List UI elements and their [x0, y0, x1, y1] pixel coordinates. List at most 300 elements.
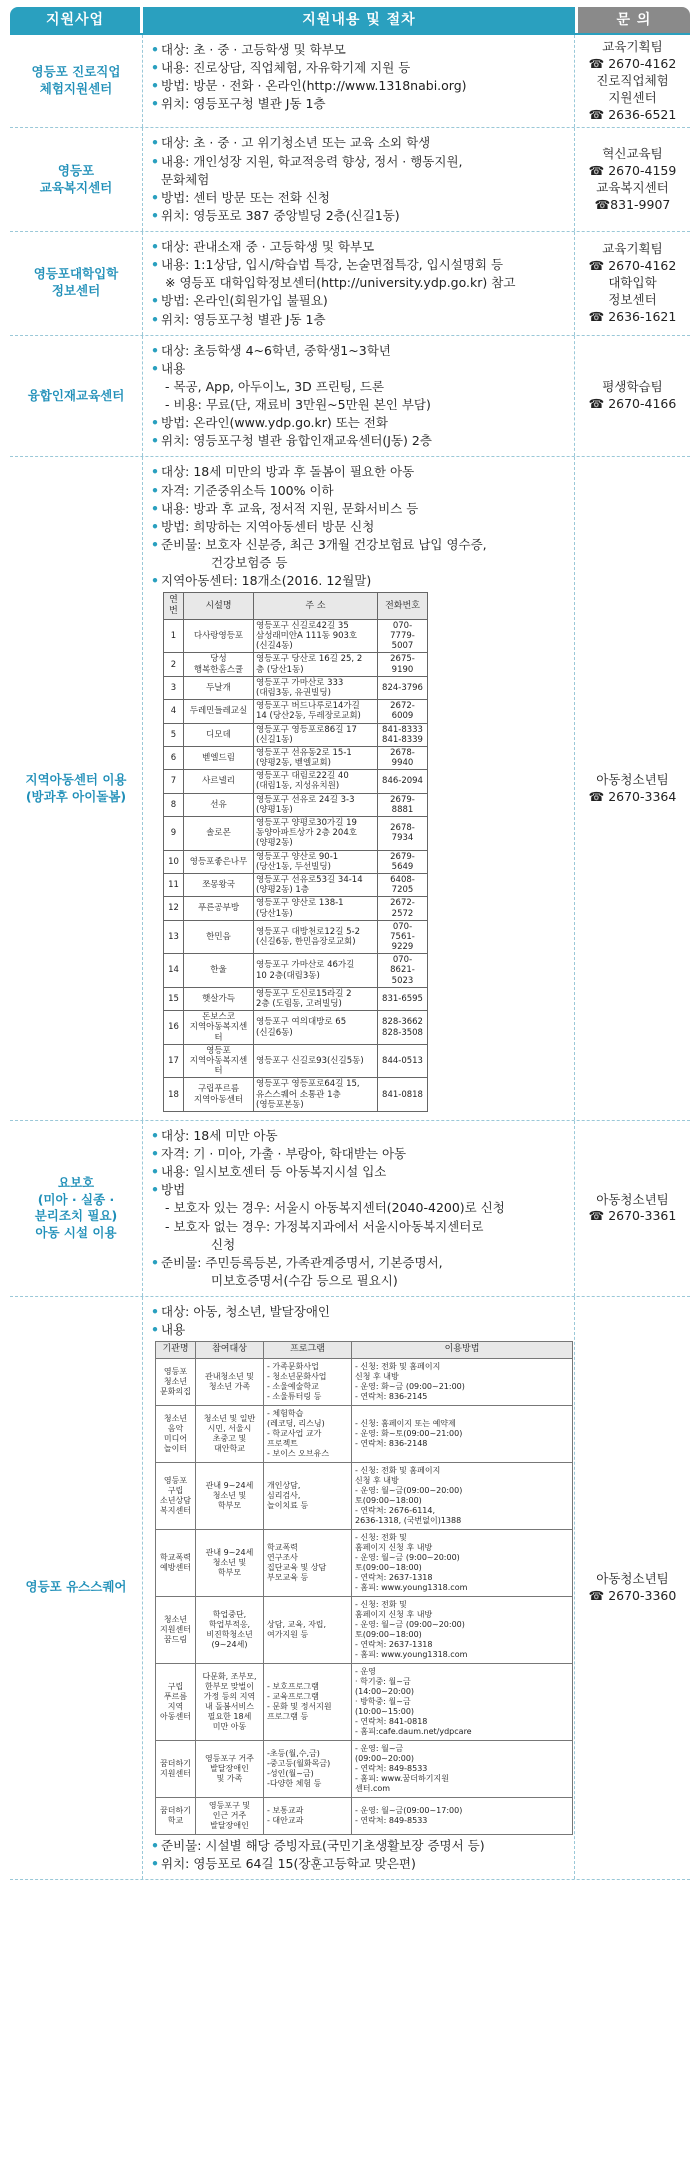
contact-team: 평생학습팀	[602, 379, 663, 395]
table-cell: 영등포구 여의대방로 65 (신길6동)	[254, 1011, 378, 1045]
table-row	[164, 770, 428, 793]
item-text: 준비물: 주민등록등본, 가족관계증명서, 기본증명서,	[161, 1254, 443, 1270]
table-cell: 841-0818	[378, 1078, 428, 1112]
contact-info	[575, 1121, 690, 1296]
list-item	[151, 1837, 568, 1855]
table-cell: 영등포구 영등포로64길 15, 유스스퀘어 소통관 1층 (영등포본동)	[254, 1078, 378, 1112]
table-row	[164, 793, 428, 816]
table-row	[164, 723, 428, 746]
table-cell: 영등포구 대방천로12길 5-2 (신길6동, 한민음장로교회)	[254, 920, 378, 954]
bullet-icon: •	[151, 1254, 159, 1270]
bullet-icon: •	[151, 464, 159, 480]
table-cell: 상담, 교육, 자립, 여가지원 등	[264, 1596, 352, 1663]
program-row	[10, 1121, 690, 1297]
table-cell: - 신청: 전화 및 홈페이지 신청 후 내방 - 운영: 화~금 (09:00~21:00) - 연락처: 836-2145	[352, 1358, 573, 1405]
table-row	[164, 954, 428, 988]
list-item	[151, 207, 568, 225]
table-cell: 15	[164, 987, 184, 1010]
table-cell: 개인상담, 심리검사, 놀이치료 등	[264, 1462, 352, 1529]
table-cell: 12	[164, 897, 184, 920]
item-text: 내용: 방과 후 교육, 정서적 지원, 문화서비스 등	[161, 500, 419, 516]
table-cell: 11	[164, 873, 184, 896]
program-details	[143, 232, 575, 335]
phone-number: ☎ 2670-4162	[588, 55, 677, 71]
item-text: 방법: 온라인(www.ydp.go.kr) 또는 전화	[161, 415, 389, 431]
item-text: 방법: 센터 방문 또는 전화 신청	[161, 189, 330, 205]
table-row	[164, 1044, 428, 1078]
table-cell: 영등포좋은나무	[184, 850, 254, 873]
bullet-icon: •	[151, 360, 159, 376]
list-item	[151, 572, 568, 590]
table-cell: 꿈더하기 학교	[156, 1797, 196, 1834]
program-row	[10, 1297, 690, 1880]
table-cell: 1	[164, 619, 184, 653]
list-item	[151, 1218, 568, 1236]
column-header: 연번	[164, 593, 184, 620]
table-cell: 4	[164, 700, 184, 723]
table-row	[156, 1529, 573, 1596]
list-item	[151, 1127, 568, 1145]
contact-info	[575, 232, 690, 335]
table-row	[164, 873, 428, 896]
item-text: 내용	[161, 1322, 186, 1338]
bullet-icon: •	[151, 1304, 159, 1320]
list-item	[151, 1145, 568, 1163]
item-text: - 보호자 있는 경우: 서울시 아동복지센터(2040-4200)로 신청	[165, 1200, 505, 1216]
table-cell: 6	[164, 746, 184, 769]
list-item	[151, 360, 568, 378]
item-text: 내용: 개인성장 지원, 학교적응력 향상, 정서 · 행동지원, 문화체험	[161, 153, 463, 187]
program-row	[10, 33, 690, 128]
program-name: 지역아동센터 이용 (방과후 아이돌봄)	[10, 457, 143, 1120]
table-cell: 두레민들레교실	[184, 700, 254, 723]
table-cell: 영등포구 및 인근 거주 발달장애인	[196, 1797, 264, 1834]
item-text: 내용: 진로상담, 직업체험, 자유학기제 지원 등	[161, 60, 411, 76]
contact-team: 아동청소년팀	[596, 1571, 669, 1587]
program-rows	[10, 33, 690, 1880]
table-cell: -초등(월,수,금) -중고등(월화목금) -성인(월~금) -다양한 체험 등	[264, 1740, 352, 1797]
bullet-icon: •	[151, 42, 159, 57]
bullet-icon: •	[151, 1146, 159, 1162]
item-text: 위치: 영등포구청 별관 J동 1층	[161, 96, 326, 112]
column-header: 시설명	[184, 593, 254, 620]
item-text: 위치: 영등포구청 별관 융합인재교육센터(J동) 2층	[161, 433, 432, 449]
list-item	[151, 134, 568, 152]
item-text: 위치: 영등포로 64길 15(장훈고등학교 맞은편)	[161, 1855, 416, 1871]
list-item	[151, 536, 568, 554]
bullet-icon: •	[151, 342, 159, 358]
table-row	[164, 619, 428, 653]
list-item	[151, 1199, 568, 1217]
centers-table	[163, 592, 428, 1112]
bullet-icon: •	[151, 153, 159, 169]
bullet-icon: •	[151, 293, 159, 309]
header-content: 지원내용 및 절차	[143, 7, 575, 33]
table-cell: 영등포 구립 소년상담 복지센터	[156, 1462, 196, 1529]
item-text: 미보호증명서(수감 등으로 필요시)	[211, 1272, 398, 1288]
list-item	[151, 1321, 568, 1339]
table-cell: 영등포구 도신로15라길 2 2층 (도림동, 고려빌딩)	[254, 987, 378, 1010]
table-cell: 7	[164, 770, 184, 793]
item-text: 자격: 기준중위소득 100% 이하	[161, 482, 334, 498]
bullet-icon: •	[151, 60, 159, 76]
item-text: 신청	[211, 1236, 236, 1252]
column-header: 전화번호	[378, 593, 428, 620]
bullet-icon: •	[151, 433, 159, 449]
table-cell: 꿈더하기 지원센터	[156, 1740, 196, 1797]
contact-team: 대학입학	[608, 274, 657, 290]
list-item	[151, 274, 568, 292]
program-row	[10, 457, 690, 1121]
table-row	[164, 817, 428, 851]
item-text: 대상: 18세 미만 아동	[161, 1127, 278, 1143]
table-row	[164, 897, 428, 920]
bullet-icon: •	[151, 1127, 159, 1143]
bullet-icon: •	[151, 239, 159, 254]
table-cell: 푸른공부방	[184, 897, 254, 920]
table-cell: 한민음	[184, 920, 254, 954]
contact-team: 교육기획팀	[602, 241, 663, 257]
list-item	[151, 1303, 568, 1321]
list-item	[151, 1272, 568, 1290]
table-cell: 9	[164, 817, 184, 851]
program-details	[143, 1297, 575, 1879]
bullet-icon: •	[151, 1855, 159, 1871]
table-cell: - 운영: 월~금(09:00~17:00) - 연락처: 849-8533	[352, 1797, 573, 1834]
table-row	[164, 700, 428, 723]
phone-number: ☎ 2670-3360	[588, 1587, 677, 1603]
list-item	[151, 1181, 568, 1199]
list-item	[151, 500, 568, 518]
table-cell: 영등포구 양산로 90-1 (당산1동, 두선빌딩)	[254, 850, 378, 873]
list-item	[151, 518, 568, 536]
column-header: 참여대상	[196, 1342, 264, 1358]
bullet-icon: •	[151, 536, 159, 552]
phone-number: ☎ 2670-3361	[588, 1208, 677, 1224]
table-cell: 846-2094	[378, 770, 428, 793]
table-cell: 824-3796	[378, 676, 428, 699]
item-text: - 보호자 없는 경우: 가정복지과에서 서울시아동복지센터로	[165, 1218, 484, 1234]
table-cell: 영등포 지역아동복지센터	[184, 1044, 254, 1078]
program-details	[143, 128, 575, 231]
table-cell: 2679-5649	[378, 850, 428, 873]
list-item	[151, 378, 568, 396]
item-text: 위치: 영등포로 387 중앙빌딩 2층(신길1동)	[161, 207, 400, 223]
list-item	[151, 95, 568, 113]
table-cell: 관내 9~24세 청소년 및 학부모	[196, 1462, 264, 1529]
item-text: 내용	[161, 360, 186, 376]
program-name: 영등포 유스스퀘어	[10, 1297, 143, 1879]
table-cell: 구립 푸르름 지역 아동센터	[156, 1663, 196, 1740]
item-text: 위치: 영등포구청 별관 J동 1층	[161, 311, 326, 327]
table-cell: 학교폭력 예방센터	[156, 1529, 196, 1596]
item-text: 지역아동센터: 18개소(2016. 12월말)	[161, 573, 372, 589]
table-cell: 두날개	[184, 676, 254, 699]
bullet-icon: •	[151, 135, 159, 151]
list-item	[151, 1163, 568, 1181]
table-cell: 영등포구 당산로 16길 25, 2 층 (당산1동)	[254, 653, 378, 676]
table-cell: 14	[164, 954, 184, 988]
item-text: 건강보험증 등	[211, 555, 288, 570]
bullet-icon: •	[151, 573, 159, 589]
table-cell: - 신청: 전화 및 홈페이지 신청 후 내방 - 운영: 월~금 (9:00~20:00) 토(09:00~18:00) - 연락처: 2637-1318 - 홈피: www.young1318.com	[352, 1529, 573, 1596]
program-name: 영등포 진로직업 체험지원센터	[10, 35, 143, 127]
program-details	[143, 457, 575, 1120]
table-cell: 2678-7934	[378, 817, 428, 851]
table-cell: 18	[164, 1078, 184, 1112]
table-cell: 관내청소년 및 청소년 가족	[196, 1358, 264, 1405]
item-text: 대상: 초 · 중 · 고등학생 및 학부모	[161, 42, 346, 57]
table-cell: 6408-7205	[378, 873, 428, 896]
column-header: 프로그램	[264, 1342, 352, 1358]
list-item	[151, 1855, 568, 1873]
contact-info	[575, 1297, 690, 1879]
table-cell: 쪼몽왕국	[184, 873, 254, 896]
bullet-icon: •	[151, 189, 159, 205]
table-cell: 2672-6009	[378, 700, 428, 723]
table-cell: 844-0513	[378, 1044, 428, 1078]
table-cell: 영등포구 가마산로 333 (대림3동, 유권빌딩)	[254, 676, 378, 699]
program-row	[10, 232, 690, 336]
contact-team: 교육기획팀	[602, 39, 663, 54]
table-cell: 디모데	[184, 723, 254, 746]
list-item	[151, 482, 568, 500]
list-item	[151, 256, 568, 274]
list-item	[151, 432, 568, 450]
item-text: 대상: 18세 미만의 방과 후 돌봄이 필요한 아동	[161, 464, 415, 480]
table-row	[164, 653, 428, 676]
bullet-icon: •	[151, 96, 159, 112]
contact-team: 지원센터	[608, 89, 657, 105]
phone-number: ☎ 2670-4166	[588, 396, 677, 411]
list-item	[151, 1236, 568, 1254]
phone-number: ☎ 2670-4159	[588, 162, 677, 178]
table-cell: 영등포구 양산로 138-1 (당산1동)	[254, 897, 378, 920]
bullet-icon: •	[151, 1182, 159, 1198]
program-row	[10, 336, 690, 458]
table-row	[164, 987, 428, 1010]
table-row	[156, 1797, 573, 1834]
program-details	[143, 35, 575, 127]
list-item	[151, 463, 568, 481]
header-program: 지원사업	[10, 7, 140, 33]
table-cell: 영등포구 선유동2로 15-1 (양평2동, 벧엘교회)	[254, 746, 378, 769]
list-item	[151, 342, 568, 360]
table-row	[164, 920, 428, 954]
contact-team: 아동청소년팀	[596, 771, 669, 787]
phone-number: ☎ 2636-6521	[588, 106, 677, 122]
youth-table	[155, 1341, 573, 1834]
table-cell: - 운영: 월~금 (09:00~20:00) - 연락처: 849-8533 - 홈피: www.꿈더하기지원 센터.com	[352, 1740, 573, 1797]
table-cell: 5	[164, 723, 184, 746]
table-row	[164, 746, 428, 769]
page	[10, 7, 690, 1880]
table-cell: 2678-9940	[378, 746, 428, 769]
item-text: ※ 영등포 대학입학정보센터(http://university.ydp.go.kr) 참고	[165, 275, 516, 291]
table-cell: 벧엘드림	[184, 746, 254, 769]
item-text: - 비용: 무료(단, 재료비 3만원~5만원 본인 부담)	[165, 397, 431, 412]
column-header: 주 소	[254, 593, 378, 620]
table-row	[164, 1011, 428, 1045]
table-cell: - 보호프로그램 - 교육프로그램 - 문화 및 정서지원 프로그램 등	[264, 1663, 352, 1740]
table-cell: 청소년 음악 미디어 놀이터	[156, 1405, 196, 1462]
contact-info	[575, 128, 690, 231]
table-cell: 영등포구 선유로 24길 3-3 (양평1동)	[254, 793, 378, 816]
table-cell: 2	[164, 653, 184, 676]
item-text: 대상: 초등학생 4~6학년, 중학생1~3학년	[161, 342, 391, 358]
program-name: 융합인재교육센터	[10, 336, 143, 457]
item-text: 방법: 방문 · 전화 · 온라인(http://www.1318nabi.org)	[161, 78, 467, 94]
table-cell: 영등포 청소년 문화의집	[156, 1358, 196, 1405]
table-header-row	[156, 1342, 573, 1358]
program-details	[143, 1121, 575, 1296]
list-item	[151, 238, 568, 256]
bullet-icon: •	[151, 415, 159, 431]
column-header: 기관명	[156, 1342, 196, 1358]
table-cell: 영등포구 선유로53길 34-14 (양평2동) 1층	[254, 873, 378, 896]
list-item	[151, 77, 568, 95]
table-cell: - 체험학습 (레코딩, 리스닝) - 학교사업 교가 프로젝트 - 보이스 오브유스	[264, 1405, 352, 1462]
table-cell: 한울	[184, 954, 254, 988]
table-cell: - 운영 · 학기중: 월~금 (14:00~20:00) · 방학중: 월~금 (10:00~15:00) - 연락처: 841-0818 - 홈피:cafe.daum.net/ydpcare	[352, 1663, 573, 1740]
table-cell: 8	[164, 793, 184, 816]
bullet-icon: •	[151, 78, 159, 94]
phone-number: ☎831-9907	[594, 196, 671, 212]
table-row	[164, 676, 428, 699]
item-text: 내용: 일시보호센터 등 아동복지시설 입소	[161, 1164, 387, 1180]
bullet-icon: •	[151, 311, 159, 327]
table-cell: 17	[164, 1044, 184, 1078]
list-item	[151, 41, 568, 59]
item-text: 준비물: 보호자 신분증, 최근 3개월 건강보험료 납입 영수증,	[161, 536, 487, 552]
table-cell: 솔로몬	[184, 817, 254, 851]
table-cell: 16	[164, 1011, 184, 1045]
column-header: 이용방법	[352, 1342, 573, 1358]
table-cell: 청소년 지원센터 꿈드림	[156, 1596, 196, 1663]
item-text: 준비물: 시설별 해당 증빙자료(국민기초생활보장 증명서 등)	[161, 1837, 485, 1853]
bullet-icon: •	[151, 482, 159, 498]
table-cell: - 가족문화사업 - 청소년문화사업 - 소울예술학교 - 소울튜터링 등	[264, 1358, 352, 1405]
bullet-icon: •	[151, 257, 159, 273]
table-cell: 선유	[184, 793, 254, 816]
table-row	[156, 1740, 573, 1797]
contact-team: 혁신교육팀	[602, 145, 663, 161]
bullet-icon: •	[151, 1322, 159, 1338]
contact-team: 진로직업체험	[596, 72, 669, 88]
table-cell: 다문화, 조부모, 한부모 맞벌이 가정 등의 지역 내 돌봄서비스 필요한 18세 미만 아동	[196, 1663, 264, 1740]
bullet-icon: •	[151, 500, 159, 516]
program-details	[143, 336, 575, 457]
list-item	[151, 396, 568, 414]
table-cell: 햇살가득	[184, 987, 254, 1010]
table-row	[156, 1405, 573, 1462]
item-text: 대상: 관내소재 중 · 고등학생 및 학부모	[161, 239, 375, 254]
table-cell: 3	[164, 676, 184, 699]
table-cell: 청소년 및 일반 시민, 서울시 초중고 및 대안학교	[196, 1405, 264, 1462]
table-cell: 학교폭력 연구조사 집단교육 및 상담 부모교육 등	[264, 1529, 352, 1596]
list-item	[151, 189, 568, 207]
bullet-icon: •	[151, 1164, 159, 1180]
table-cell: 2672-2572	[378, 897, 428, 920]
table-cell: 070- 8621-5023	[378, 954, 428, 988]
contact-team: 정보센터	[608, 291, 657, 307]
table-row	[156, 1596, 573, 1663]
item-text: 방법	[161, 1182, 186, 1198]
table-header	[10, 7, 690, 33]
list-item	[151, 1254, 568, 1272]
program-name: 영등포대학입학 정보센터	[10, 232, 143, 335]
bullet-icon: •	[151, 518, 159, 534]
table-cell: - 신청: 전화 및 홈페이지 신청 후 내방 - 운영: 월~금 (09:00~20:00) 토(09:00~18:00) - 연락처: 2637-1318 - 홈피: www.young1318.com	[352, 1596, 573, 1663]
table-cell: 070- 7779-5007	[378, 619, 428, 653]
table-row	[156, 1358, 573, 1405]
table-cell: - 보통교과 - 대안교과	[264, 1797, 352, 1834]
table-cell: 사르넬리	[184, 770, 254, 793]
program-name: 요보호 (미아 · 실종 · 분리조치 필요) 아동 시설 이용	[10, 1121, 143, 1296]
item-text: 방법: 희망하는 지역아동센터 방문 신청	[161, 518, 375, 534]
bullet-icon: •	[151, 1837, 159, 1853]
table-cell: 841-8333 841-8339	[378, 723, 428, 746]
table-cell: 영등포구 영등포로86길 17 (신길1동)	[254, 723, 378, 746]
table-header-row	[164, 593, 428, 620]
table-cell: 070- 7561-9229	[378, 920, 428, 954]
table-cell: 828-3662 828-3508	[378, 1011, 428, 1045]
item-text: 방법: 온라인(회원가입 불필요)	[161, 293, 328, 309]
phone-number: ☎ 2670-4162	[588, 258, 677, 273]
list-item	[151, 59, 568, 77]
table-row	[164, 850, 428, 873]
list-item	[151, 414, 568, 432]
table-cell: 영등포구 양평로30가길 19 동양아파트상가 2층 204호 (양평2동)	[254, 817, 378, 851]
item-text: 대상: 아동, 청소년, 발달장애인	[161, 1304, 330, 1320]
table-cell: 영등포구 가마산로 46가길 10 2층(대림3동)	[254, 954, 378, 988]
item-text: 대상: 초 · 중 · 고 위기청소년 또는 교육 소외 학생	[161, 135, 431, 151]
table-row	[156, 1663, 573, 1740]
item-text: 자격: 기 · 미아, 가출 · 부랑아, 학대받는 아동	[161, 1146, 407, 1162]
contact-team: 교육복지센터	[596, 179, 669, 195]
phone-number: ☎ 2636-1621	[588, 308, 677, 324]
table-cell: 영등포구 버드나루로14가길 14 (당산2동, 두레장로교회)	[254, 700, 378, 723]
item-text: 내용: 1:1상담, 입시/학습법 특강, 논술면접특강, 입시설명회 등	[161, 257, 504, 273]
contact-info	[575, 457, 690, 1120]
table-cell: 10	[164, 850, 184, 873]
item-text: - 목공, App, 아두이노, 3D 프린팅, 드론	[165, 378, 385, 394]
table-cell: 구립푸르름 지역아동센터	[184, 1078, 254, 1112]
table-row	[164, 1078, 428, 1112]
table-cell: 영등포구 신길로42길 35 삼성래미안A 111동 903호 (신길4동)	[254, 619, 378, 653]
table-row	[156, 1462, 573, 1529]
bullet-icon: •	[151, 207, 159, 223]
table-cell: 13	[164, 920, 184, 954]
table-cell: 당성 행복한홈스쿨	[184, 653, 254, 676]
table-cell: 2679-8881	[378, 793, 428, 816]
program-row	[10, 128, 690, 232]
list-item	[151, 292, 568, 310]
table-cell: 다사랑영등포	[184, 619, 254, 653]
table-cell: 관내 9~24세 청소년 및 학부모	[196, 1529, 264, 1596]
table-cell: 영등포구 거주 발달장애인 및 가족	[196, 1740, 264, 1797]
list-item	[151, 311, 568, 329]
program-name: 영등포 교육복지센터	[10, 128, 143, 231]
table-cell: 돈보스코 지역아동복지센터	[184, 1011, 254, 1045]
table-cell: - 신청: 전화 및 홈페이지 신청 후 내방 - 운영: 월~금(09:00~20:00) 토(09:00~18:00) - 연락처: 2676-6114, 2636-1318, (국번없이)1388	[352, 1462, 573, 1529]
table-cell: 2675-9190	[378, 653, 428, 676]
list-item	[151, 554, 568, 572]
table-cell: 영등포구 신길로93(신길5동)	[254, 1044, 378, 1078]
table-cell: - 신청: 홈페이지 또는 예약제 - 운영: 화~토(09:00~21:00) - 연락처: 836-2148	[352, 1405, 573, 1462]
table-cell: 학업중단, 학업부적응, 비진학청소년 (9~24세)	[196, 1596, 264, 1663]
table-cell: 영등포구 대림로22길 40 (대림1동, 지성유치원)	[254, 770, 378, 793]
